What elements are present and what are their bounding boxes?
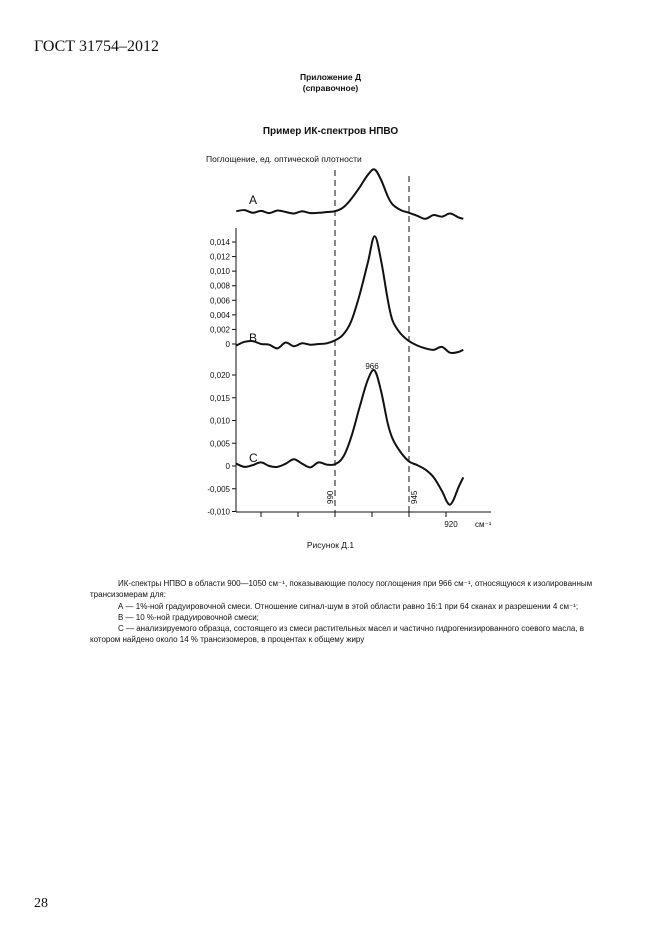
peak-label-966: 966 bbox=[365, 362, 379, 371]
y-c-tick-label: -0,005 bbox=[207, 484, 230, 494]
description-paragraph: ИК-спектры НПВО в области 900—1050 см⁻¹, показывающие полосу поглощения при 966 см⁻¹, относящуюся к изолированным трансизомерам для: bbox=[90, 579, 593, 600]
figure-description bbox=[90, 578, 615, 646]
y-b-tick-label: 0 bbox=[225, 340, 230, 349]
figure-caption: Рисунок Д.1 bbox=[306, 540, 355, 550]
description-item-c: С — анализируемого образца, состоящего из смеси растительных масел и частично гидрогенизированного соевого масла, в котором найдено около 14 % трансизомеров, в процентах к общему жиру bbox=[90, 624, 585, 645]
y-c-tick-label: -0,010 bbox=[207, 507, 230, 517]
y-ticks-c bbox=[207, 371, 236, 517]
series-line-c bbox=[236, 370, 463, 505]
y-b-tick-label: 0,008 bbox=[209, 281, 230, 291]
y-c-tick-label: 0,005 bbox=[209, 439, 230, 449]
y-ticks-b bbox=[210, 238, 236, 349]
page-number: 28 bbox=[34, 896, 48, 911]
y-b-tick-label: 0,014 bbox=[209, 238, 230, 247]
figure-title: Пример ИК-спектров НПВО bbox=[262, 126, 399, 137]
series-line-a bbox=[236, 169, 463, 219]
reference-label-945: 945 bbox=[410, 490, 419, 504]
y-c-tick-label: 0,015 bbox=[209, 393, 230, 403]
series-line-b bbox=[236, 236, 463, 353]
description-item-a: А — 1%-ной градуировочной смеси. Отношение сигнал-шум в этой области равно 16:1 при 64 сканах и разрешении 4 см⁻¹; bbox=[118, 601, 579, 611]
x-axis-ticks bbox=[261, 512, 446, 517]
series-label-b: B bbox=[249, 331, 258, 345]
y-axis-label: Поглощение, ед. оптической плотности bbox=[206, 154, 362, 164]
y-c-tick-label: 0,020 bbox=[209, 371, 230, 380]
appendix-title: Приложение Д bbox=[299, 72, 362, 82]
y-c-tick-label: 0 bbox=[225, 462, 230, 471]
y-b-tick-label: 0,012 bbox=[209, 252, 230, 262]
reference-label-990: 990 bbox=[326, 490, 335, 504]
y-b-tick-label: 0,002 bbox=[209, 325, 230, 335]
series-label-c: C bbox=[249, 451, 258, 465]
series-label-a: A bbox=[249, 193, 258, 207]
y-b-tick-label: 0,010 bbox=[209, 267, 230, 277]
description-item-b: В — 10 %-ной градуировочной смеси; bbox=[118, 612, 259, 622]
y-c-tick-label: 0,010 bbox=[209, 416, 230, 426]
standard-header: ГОСТ 31754–2012 bbox=[34, 38, 160, 55]
appendix-subtitle: (справочное) bbox=[302, 83, 359, 93]
x-unit-label: см⁻¹ bbox=[475, 520, 492, 529]
x-tick-label-920: 920 bbox=[444, 520, 458, 529]
y-b-tick-label: 0,004 bbox=[209, 310, 230, 320]
y-b-tick-label: 0,006 bbox=[209, 296, 230, 306]
